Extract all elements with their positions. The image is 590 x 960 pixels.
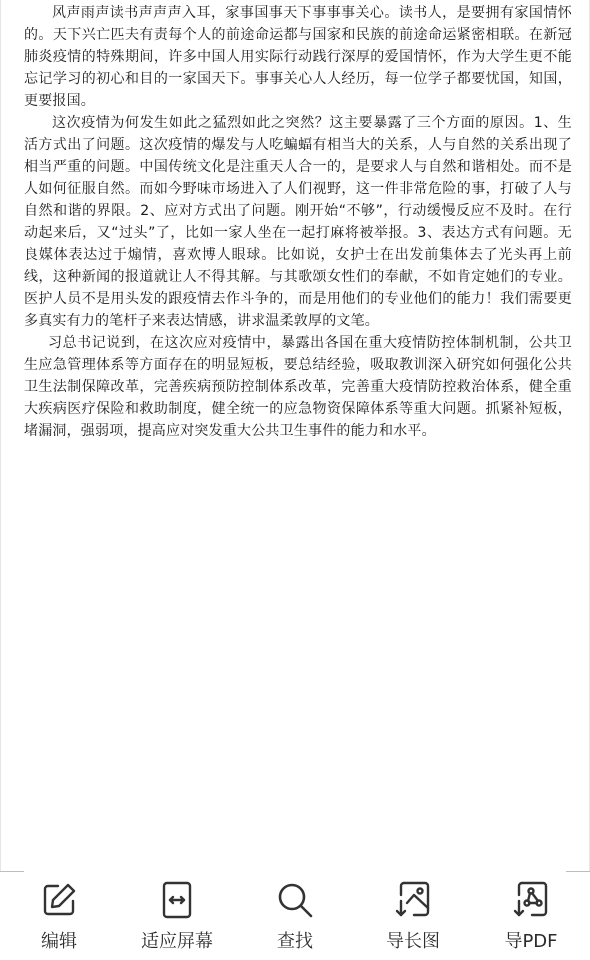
bottom-toolbar — [0, 872, 590, 960]
edit-button[interactable] — [0, 872, 118, 953]
paragraph-2: 这次疫情为何发生如此之猛烈如此之突然？这主要暴露了三个方面的原因。1、生活方式出了问题。这次疫情的爆发与人吃蝙蝠有相当大的关系，人与自然的关系出现了相当严重的问题。中国传统文化是注重天人合一的，是要求人与自然和谐相处。而不是人如何征服自然。而如今野味市场进入了人们视野，这一件非常危险的事，打破了人与自然和谐的界限。2、应对方式出了问题。刚开始“不够”，行动缓慢反应不及时。在行动起来后，又“过头”了，比如一家人坐在一起打麻将被举报。3、表达方式有问题。无良媒体表达过于煽情，喜欢博人眼球。比如说，女护士在出发前集体去了光头再上前线，这种新闻的报道就让人不得其解。与其歌颂女性们的奉献，不如肯定她们的专业。医护人员不是用头发的跟疫情去作斗争的，而是用他们的专业他们的能力！我们需要更多真实有力的笔杆子来表达情感，讲求温柔敦厚的文笔。 — [24, 115, 572, 329]
paragraph-3: 习总书记说到，在这次应对疫情中，暴露出各国在重大疫情防控体制机制，公共卫生应急管理体系等方面存在的明显短板，要总结经验，吸取教训深入研究如何强化公共卫生法制保障改革，完善疾病预防控制体系改革，完善重大疫情防控救治体系，健全重大疾病医疗保险和救助制度，健全统一的应急物资保障体系等重大问题。抓紧补短板，堵漏洞，强弱项，提高应对突发重大公共卫生事件的能力和水平。 — [24, 335, 572, 439]
find-button[interactable] — [236, 872, 354, 953]
fit-screen-button[interactable] — [118, 872, 236, 953]
export-image-icon — [393, 880, 433, 920]
export-long-image-button[interactable] — [354, 872, 472, 953]
edit-label: 编辑 — [41, 931, 77, 952]
export-pdf-label: 导PDF — [504, 931, 558, 952]
export-pdf-button[interactable] — [472, 872, 590, 953]
search-icon — [275, 880, 315, 920]
paragraph-1: 风声雨声读书声声声入耳，家事国事天下事事事关心。读书人，是要拥有家国情怀的。天下兴亡匹夫有责每个人的前途命运都与国家和民族的前途命运紧密相联。在新冠肺炎疫情的特殊期间，许多中国人用实际行动践行深厚的爱国情怀，作为大学生更不能忘记学习的初心和目的一家国天下。事事关心人人经历，每一位学子都要忧国，知国，更要报国。 — [24, 5, 572, 109]
fit-screen-label: 适应屏幕 — [141, 931, 213, 952]
fit-screen-icon — [157, 880, 197, 920]
export-long-image-label: 导长图 — [386, 931, 440, 952]
find-label: 查找 — [277, 931, 313, 952]
export-pdf-icon — [511, 880, 551, 920]
page-edge-left — [0, 0, 1, 872]
edit-icon — [39, 880, 79, 920]
